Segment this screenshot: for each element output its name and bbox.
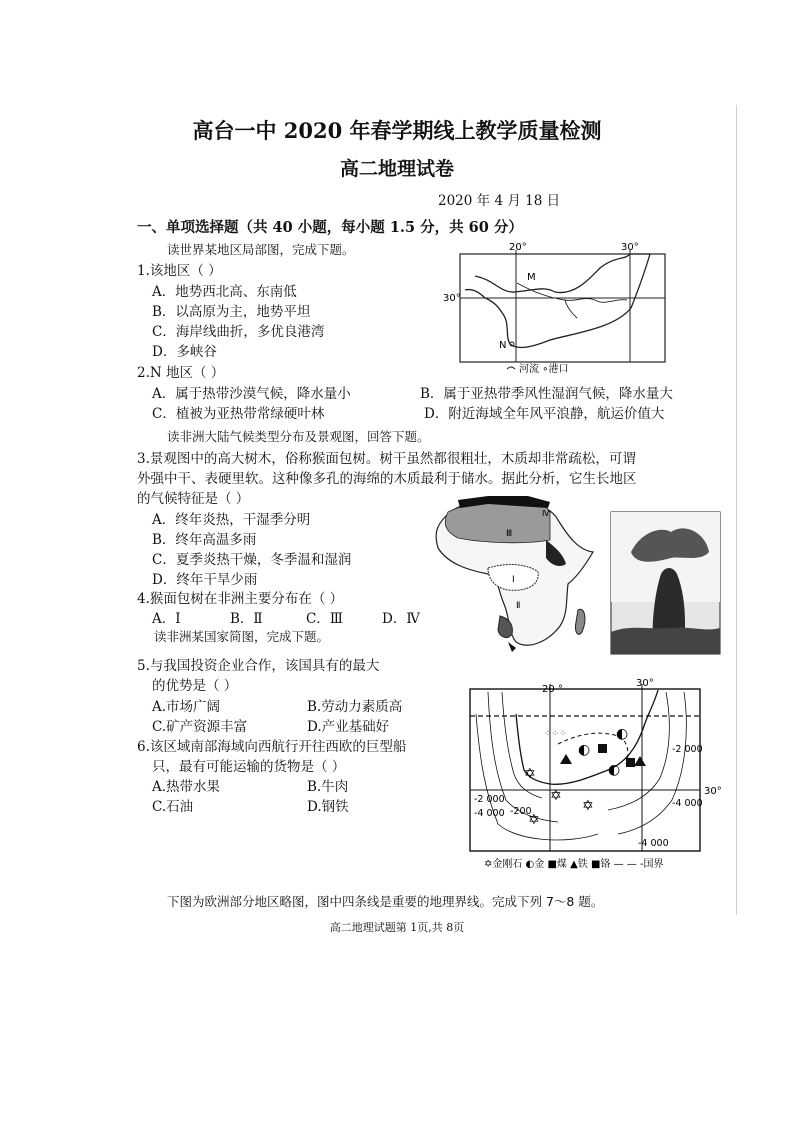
q6-stem-line2: 只，最有可能运输的货物是（ ） bbox=[152, 759, 346, 775]
q5-option-b: B.劳动力素质高 bbox=[307, 699, 403, 715]
map3-frame bbox=[470, 689, 700, 851]
region-map-1 bbox=[443, 238, 670, 376]
q6-option-b: B.牛肉 bbox=[307, 779, 349, 795]
q4-option-c: C．Ⅲ bbox=[306, 611, 343, 627]
map3-gold-3: ◐ bbox=[608, 762, 621, 778]
map3-contour-2000-east bbox=[608, 692, 669, 810]
page-footer: 高二地理试题第 1页,共 8页 bbox=[329, 921, 465, 934]
map3-lon-right: 30° bbox=[636, 678, 654, 689]
map3-contour-label-d: -200 bbox=[510, 806, 532, 817]
map3-gold-2: ◐ bbox=[616, 726, 629, 742]
map1-label-m: M bbox=[527, 272, 536, 283]
q2-option-b: B．属于亚热带季风性湿润气候，降水量大 bbox=[420, 386, 673, 402]
q6-stem-line1: 6.该区域南部海域向西航行开往西欧的巨型船 bbox=[137, 739, 407, 755]
q6-option-d: D.钢铁 bbox=[307, 799, 349, 815]
map1-lon-left: 20° bbox=[509, 242, 527, 253]
q5-stem-line2: 的优势是（ ） bbox=[152, 678, 238, 694]
q4-stem: 4.猴面包树在非洲主要分布在（ ） bbox=[137, 591, 344, 607]
map3-diamond-3: ✡ bbox=[582, 798, 594, 814]
q6-option-c: C.石油 bbox=[152, 799, 194, 815]
q2-option-c: C．植被为亚热带常绿硬叶林 bbox=[152, 406, 325, 422]
map3-coast bbox=[516, 690, 658, 784]
group1-intro: 读世界某地区局部图，完成下题。 bbox=[167, 242, 355, 257]
map3-contour-label-e: -4 000 bbox=[672, 798, 703, 809]
africa-label-iii: Ⅲ bbox=[506, 529, 513, 539]
map3-diamond-4: ✡ bbox=[528, 812, 540, 828]
q5-option-a: A.市场广阔 bbox=[152, 699, 221, 715]
q5-option-d: D.产业基础好 bbox=[307, 719, 390, 735]
section-heading: 一、单项选择题（共 40 小题，每小题 1.5 分，共 60 分） bbox=[137, 219, 523, 236]
map3-lon-left: 20 ° bbox=[542, 684, 563, 695]
q3-option-d: D．终年干旱少雨 bbox=[152, 572, 258, 588]
q4-option-b: B．Ⅱ bbox=[230, 611, 263, 627]
map3-coal-2 bbox=[626, 758, 635, 767]
map3-contour-label-f: -4 000 bbox=[638, 838, 669, 849]
map3-contour-label-c: -4 000 bbox=[474, 808, 505, 819]
q6-option-a: A.热带水果 bbox=[152, 779, 221, 795]
map1-river-branch bbox=[565, 300, 577, 318]
africa-label-iv: Ⅳ bbox=[542, 509, 550, 518]
q4-option-a: A．Ⅰ bbox=[152, 611, 181, 627]
map3-iron-2 bbox=[634, 756, 646, 766]
map3-coal-1 bbox=[598, 744, 607, 753]
map1-legend-river-symbol bbox=[507, 367, 515, 369]
q1-option-a: A．地势西北高、东南低 bbox=[152, 284, 297, 300]
q1-stem: 1.该地区（ ） bbox=[137, 263, 222, 279]
q3-option-a: A．终年炎热，干湿季分明 bbox=[152, 512, 311, 528]
q3-option-b: B．终年高温多雨 bbox=[152, 532, 257, 548]
map3-lat: 30° bbox=[704, 786, 722, 797]
baobab-tree-photo bbox=[611, 512, 720, 654]
map3-stipple: ⁘⁘⁘ bbox=[544, 729, 567, 739]
map1-lat: 30° bbox=[443, 293, 461, 304]
q3-stem-line1: 3.景观图中的高大树木，俗称猴面包树。树干虽然都很粗壮，木质却非常疏松，可谓 bbox=[137, 451, 636, 467]
map3-iron-1 bbox=[560, 754, 572, 764]
map1-river bbox=[517, 283, 627, 302]
q3-option-c: C．夏季炎热干燥，冬季温和湿润 bbox=[152, 552, 352, 568]
q2-option-d: D．附近海域全年风平浪静，航运价值大 bbox=[424, 406, 665, 422]
map3-diamond-2: ✡ bbox=[550, 788, 562, 804]
map3-contour-200-west bbox=[502, 692, 542, 798]
southern-africa-map bbox=[458, 674, 728, 874]
africa-label-i: Ⅰ bbox=[512, 575, 515, 585]
group4-intro: 下图为欧洲部分地区略图，图中四条线是重要的地理界线。完成下列 7～8 题。 bbox=[167, 894, 604, 909]
page-edge-line bbox=[736, 105, 737, 915]
q5-option-c: C.矿产资源丰富 bbox=[152, 719, 248, 735]
map1-frame bbox=[460, 254, 665, 362]
map1-lon-right: 30° bbox=[621, 242, 639, 253]
exam-subtitle: 高二地理试卷 bbox=[339, 158, 454, 180]
group2-intro: 读非洲大陆气候类型分布及景观图，回答下题。 bbox=[167, 429, 430, 444]
q1-option-b: B．以高原为主，地势平坦 bbox=[152, 304, 311, 320]
africa-region-iv-south bbox=[508, 642, 516, 652]
q5-stem-line1: 5.与我国投资企业合作，该国具有的最大 bbox=[137, 658, 380, 674]
map1-label-n: N bbox=[499, 340, 507, 351]
q4-option-d: D．Ⅳ bbox=[382, 611, 420, 627]
map1-legend: 河流 ∘港口 bbox=[519, 364, 569, 375]
q1-option-c: C．海岸线曲折，多优良港湾 bbox=[152, 324, 325, 340]
map3-contour-label-b: -2 000 bbox=[474, 794, 505, 805]
group3-intro: 读非洲某国家简图，完成下题。 bbox=[154, 629, 330, 644]
map3-diamond-1: ✡ bbox=[524, 766, 536, 782]
exam-date: 2020 年 4 月 18 日 bbox=[438, 193, 561, 209]
map3-contour-label-a: -2 000 bbox=[672, 744, 703, 755]
q1-option-d: D．多峡谷 bbox=[152, 344, 217, 360]
africa-label-ii: Ⅱ bbox=[516, 601, 521, 611]
map3-gold-1: ◐ bbox=[578, 742, 591, 758]
q2-stem: 2.N 地区（ ） bbox=[137, 365, 225, 381]
exam-title: 高台一中 2020 年春学期线上教学质量检测 bbox=[192, 118, 602, 143]
q2-option-a: A．属于热带沙漠气候，降水量小 bbox=[152, 386, 351, 402]
q3-stem-line3: 的气候特征是（ ） bbox=[137, 491, 250, 507]
map3-legend: ✡金刚石 ◐金 ■煤 ▲铁 ■铬 — — -国界 bbox=[484, 859, 664, 870]
q3-stem-line2: 外强中干、表硬里软。这种像多孔的海绵的木质最利于储水。据此分析，它生长地区 bbox=[137, 471, 637, 487]
madagascar bbox=[575, 609, 585, 634]
map1-coastline bbox=[465, 254, 650, 347]
africa-climate-map bbox=[428, 492, 608, 668]
